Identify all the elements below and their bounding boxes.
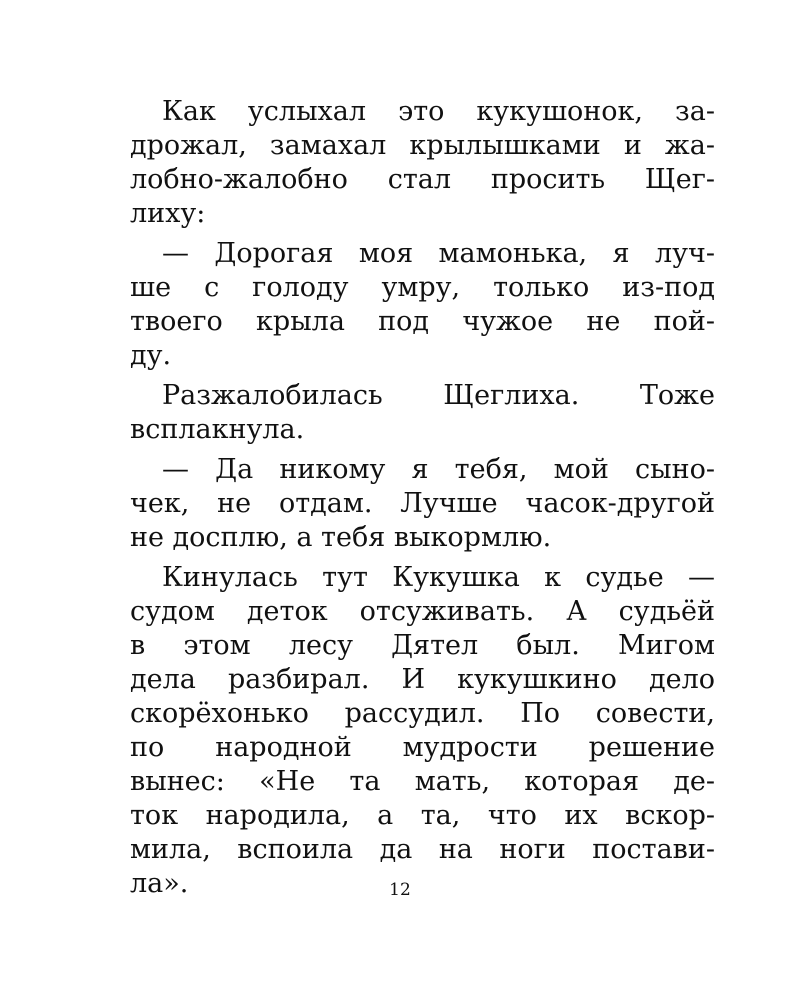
text-line: в этом лесу Дятел был. Мигом (130, 630, 715, 661)
text-line: всплакнула. (130, 414, 305, 445)
text-line: твоего крыла под чужое не пой- (130, 306, 715, 337)
text-line: ла». (130, 868, 189, 899)
text-line: лобно-жалобно стал просить Щег- (130, 164, 715, 195)
paragraph (130, 561, 715, 901)
text-line: вынес: «Не та мать, которая де- (130, 766, 715, 797)
text-line: — Дорогая моя мамонька, я луч- (162, 238, 715, 269)
paragraph (130, 379, 715, 447)
text-line: по народной мудрости решение (130, 732, 715, 763)
text-line: чек, не отдам. Лучше часок-другой (130, 488, 715, 519)
text-line: — Да никому я тебя, мой сыно- (162, 454, 715, 485)
page-number: 12 (389, 880, 411, 900)
paragraph (130, 453, 715, 555)
book-page-text (130, 95, 715, 901)
text-line: скорёхонько рассудил. По совести, (130, 698, 715, 729)
text-line: дела разбирал. И кукушкино дело (130, 664, 715, 695)
text-line: ше с голоду умру, только из-под (130, 272, 715, 303)
text-line: лиху: (130, 198, 206, 229)
text-line: дрожал, замахал крылышками и жа- (130, 130, 715, 161)
text-line: Разжалобилась Щеглиха. Тоже (162, 380, 715, 411)
text-line: Кинулась тут Кукушка к судье — (162, 562, 715, 593)
text-line: мила, вспоила да на ноги постави- (130, 834, 715, 865)
text-line: Как услыхал это кукушонок, за- (162, 96, 715, 127)
text-line: не досплю, а тебя выкормлю. (130, 522, 552, 553)
paragraph (130, 95, 715, 231)
text-line: ток народила, а та, что их вскор- (130, 800, 715, 831)
text-line: судом деток отсуживать. А судьёй (130, 596, 715, 627)
text-line: ду. (130, 340, 172, 371)
paragraph (130, 237, 715, 373)
